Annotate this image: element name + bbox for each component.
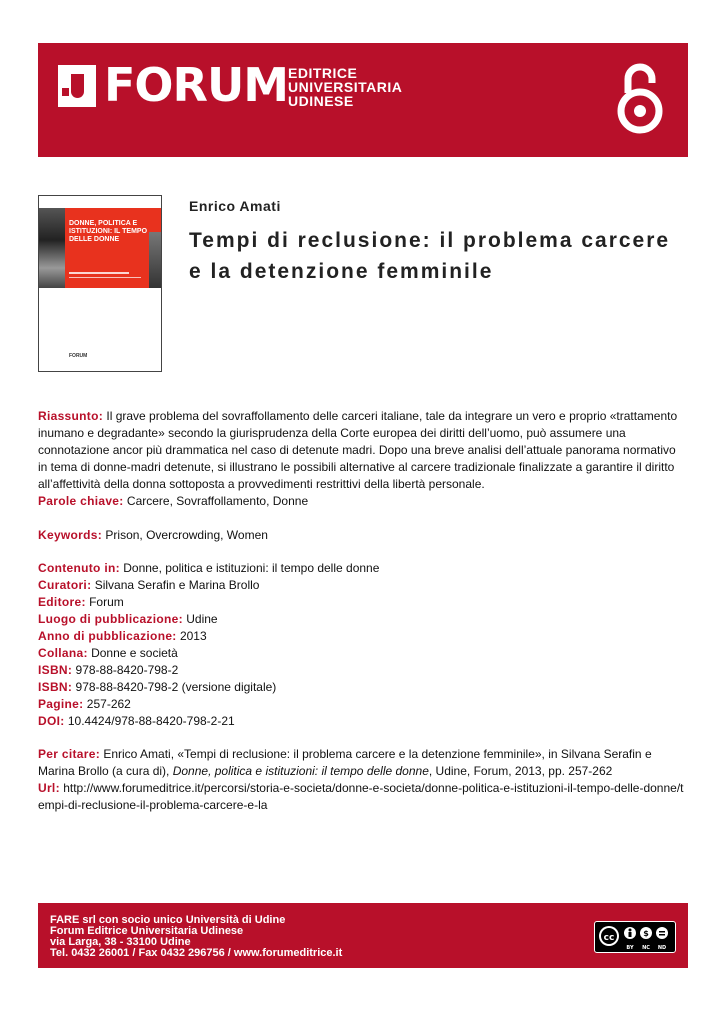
citation-label: Per citare:: [38, 747, 100, 761]
metadata-value: 10.4424/978-88-8420-798-2-21: [67, 714, 235, 728]
logo-sub-line: EDITRICE: [288, 65, 358, 81]
article-url-link[interactable]: http://www.forumeditrice.it/percorsi/storia-e-societa/donne-e-societa/donne-politica-e-istituzioni-il-tempo-delle-donne/tempi-di-reclusione-il-problema-carcere-e-la: [38, 781, 684, 812]
metadata-value: 978-88-8420-798-2: [75, 663, 179, 677]
metadata-value: Silvana Serafin e Marina Brollo: [94, 578, 260, 592]
keywords-it-label: Parole chiave:: [38, 494, 124, 508]
forum-logo-icon: [58, 65, 96, 107]
url-block: [38, 780, 688, 814]
metadata-row: [38, 713, 688, 730]
citation-text-end: , Udine, Forum, 2013, pp. 257-262: [428, 764, 613, 778]
article-title: Tempi di reclusione: il problema carcere e la detenzione femminile: [189, 229, 671, 283]
metadata-row: [38, 577, 688, 594]
metadata-value: Donne, politica e istituzioni: il tempo delle donne: [123, 561, 380, 575]
publisher-banner: [38, 43, 688, 157]
footer-address: [50, 915, 342, 959]
license-term: NC: [642, 945, 650, 951]
citation: [38, 746, 688, 780]
metadata-value: 978-88-8420-798-2 (versione digitale): [75, 680, 277, 694]
metadata-value: Forum: [89, 595, 124, 609]
metadata-value: 257-262: [86, 697, 131, 711]
article-author: Enrico Amati: [189, 198, 281, 214]
keywords-en-text: Prison, Overcrowding, Women: [105, 528, 268, 542]
metadata-block: [38, 560, 688, 730]
metadata-row: [38, 679, 688, 696]
metadata-label: Curatori:: [38, 578, 92, 592]
metadata-label: Anno di pubblicazione:: [38, 629, 177, 643]
keywords-it: [38, 493, 688, 510]
metadata-label: ISBN:: [38, 680, 73, 694]
logo-subtitle: [288, 66, 402, 108]
metadata-value: Udine: [186, 612, 218, 626]
metadata-row: [38, 696, 688, 713]
metadata-label: Luogo di pubblicazione:: [38, 612, 183, 626]
metadata-value: 2013: [179, 629, 207, 643]
abstract-text: Il grave problema del sovraffollamento delle carceri italiane, tale da integrare un vero e proprio «trattamento inumano e degradante» secondo la giurisprudenza della Corte europea dei diritti dell’uomo, può assumere una connotazione ancor più drammatica nel caso di detenute madri. Dopo una breve analisi dell’attuale panorama normativo in tema di donne-madri detenute, si illustrano le possibili alternative al carcere tradizionale finalizzate a garantire il diritto all’affettività della donna sottoposta a provvedimenti restrittivi della libertà personale.: [38, 409, 678, 491]
footer-line[interactable]: Tel. 0432 26001 / Fax 0432 296756 / www.forumeditrice.it: [50, 947, 343, 959]
metadata-label: DOI:: [38, 714, 65, 728]
metadata-row: [38, 560, 688, 577]
logo-wordmark: FORUM: [104, 58, 289, 112]
keywords-en-label: Keywords:: [38, 528, 103, 542]
metadata-label: ISBN:: [38, 663, 73, 677]
metadata-row: [38, 628, 688, 645]
book-cover: [38, 195, 162, 372]
metadata-value: Donne e società: [91, 646, 178, 660]
metadata-label: Pagine:: [38, 697, 84, 711]
keywords-it-text: Carcere, Sovraffollamento, Donne: [126, 494, 309, 508]
metadata-row: [38, 611, 688, 628]
cover-title: DONNE, POLITICA E ISTITUZIONI: IL TEMPO DELLE DONNE: [69, 220, 148, 243]
abstract: [38, 408, 688, 493]
logo-sub-line: UNIVERSITARIA: [288, 79, 403, 95]
footer-line: via Larga, 38 - 33100 Udine: [50, 936, 191, 948]
citation-book-title: Donne, politica e istituzioni: il tempo delle donne: [172, 764, 429, 778]
abstract-label: Riassunto:: [38, 409, 104, 423]
cover-rule: [69, 277, 141, 278]
svg-text:cc: cc: [603, 933, 615, 943]
citation-text: Enrico Amati, «Tempi di reclusione: il problema carcere e la detenzione femminile», in Silvana Serafin e Marina Brollo (a cura di),: [38, 747, 652, 778]
cover-publisher: FORUM: [69, 353, 88, 359]
footer-line: Forum Editrice Universitaria Udinese: [50, 925, 244, 937]
metadata-label: Editore:: [38, 595, 86, 609]
cover-rule: [69, 272, 129, 274]
metadata-label: Contenuto in:: [38, 561, 120, 575]
license-term: BY: [626, 945, 634, 951]
metadata-row: [38, 662, 688, 679]
metadata-row: [38, 594, 688, 611]
footer-line: FARE srl con socio unico Università di Udine: [50, 914, 286, 926]
metadata-label: Collana:: [38, 646, 88, 660]
cc-by-nc-nd-icon[interactable]: [594, 921, 676, 953]
svg-text:$: $: [643, 929, 649, 938]
cover-photo-right: [149, 232, 161, 288]
keywords-en: [38, 527, 688, 544]
open-access-icon: [614, 61, 666, 137]
url-label: Url:: [38, 781, 60, 795]
cc-license-graphic: [595, 922, 675, 952]
license-term: ND: [657, 945, 667, 951]
logo-sub-line: UDINESE: [288, 93, 354, 109]
footer: [38, 903, 688, 968]
cover-artwork: [39, 208, 161, 288]
metadata-row: [38, 645, 688, 662]
cover-photo: [39, 208, 65, 288]
